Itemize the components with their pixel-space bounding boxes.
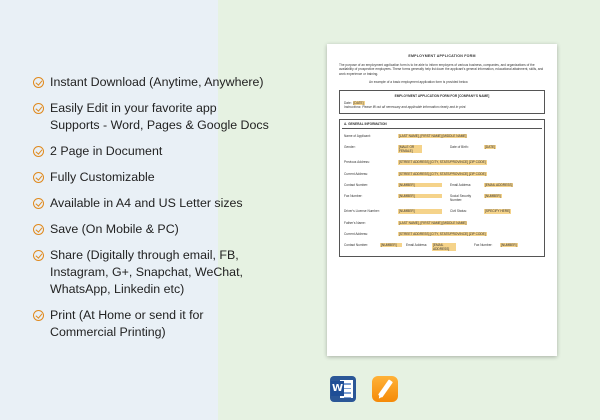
check-circle-icon bbox=[33, 77, 44, 88]
check-circle-icon bbox=[33, 146, 44, 157]
form-row bbox=[344, 172, 540, 176]
field-value: [NUMBER] bbox=[398, 194, 442, 198]
word-icon bbox=[330, 376, 356, 402]
form-row bbox=[344, 221, 540, 225]
document-title: EMPLOYMENT APPLICATION FORM bbox=[408, 54, 476, 58]
field-label: Current Address: bbox=[344, 171, 368, 176]
date-label: Date: bbox=[344, 101, 352, 106]
pen-tip bbox=[377, 394, 383, 400]
date-value: [DATE] bbox=[353, 101, 364, 106]
form-row bbox=[344, 209, 540, 213]
field-label: Gender: bbox=[344, 145, 356, 150]
field-value: [STREET ADDRESS] [CITY, STATE/PROVINCE] [ZIP CODE] bbox=[399, 231, 486, 236]
check-circle-icon bbox=[33, 172, 44, 183]
feature-item: Print (At Home or send it for Commercial Printing) bbox=[33, 307, 313, 341]
field-label: Driver's License Number: bbox=[344, 209, 380, 214]
field-value: [NUMBER] bbox=[485, 194, 501, 199]
general-info-box bbox=[339, 119, 545, 258]
field-value: [NUMBER] bbox=[380, 243, 402, 247]
feature-item: Share (Digitally through email, FB, Instagram, G+, Snapchat, WeChat, WhatsApp, Linkedin etc) bbox=[33, 247, 313, 298]
field-value: [LAST NAME], [FIRST NAME] [MIDDLE NAME] bbox=[399, 133, 467, 138]
field-value: [NUMBER] bbox=[398, 209, 442, 213]
check-circle-icon bbox=[33, 198, 44, 209]
field-label: Email Address: bbox=[406, 243, 428, 248]
section-heading: A. GENERAL INFORMATION bbox=[342, 122, 542, 129]
form-instructions: Instructions: Please fill out all necessary and applicable information clearly and in print. bbox=[344, 105, 467, 110]
field-value: [EMAIL ADDRESS] bbox=[432, 243, 456, 251]
field-label: Date of Birth: bbox=[450, 145, 469, 150]
field-label: Contact Number: bbox=[344, 243, 369, 248]
form-header-box bbox=[339, 90, 545, 114]
document-example-note: An example of a basic employment application form is provided below. bbox=[369, 79, 469, 84]
check-circle-icon bbox=[33, 310, 44, 321]
field-label: Name of Applicant: bbox=[344, 133, 371, 138]
field-label: Contact Number: bbox=[344, 182, 369, 187]
form-row bbox=[344, 160, 540, 164]
feature-item: Instant Download (Anytime, Anywhere) bbox=[33, 74, 313, 91]
check-circle-icon bbox=[33, 250, 44, 261]
field-value: [DATE] bbox=[485, 145, 496, 150]
pages-icon bbox=[372, 376, 398, 402]
field-value: [NUMBER] bbox=[398, 183, 442, 187]
check-circle-icon bbox=[33, 103, 44, 114]
document-intro: The purpose of an employment application form is to be able to inform employers of various business, companies, and organizations of the availability of prospective employees. These forms generally help list down the applicant's general information, educational attainment, skills, and work experience or training. bbox=[339, 63, 544, 76]
field-label: Fax Number: bbox=[344, 194, 363, 199]
form-row bbox=[344, 183, 540, 187]
field-value: [SPECIFY HERE] bbox=[485, 209, 511, 214]
form-row bbox=[344, 243, 540, 251]
check-circle-icon bbox=[33, 224, 44, 235]
field-value: [LAST NAME], [FIRST NAME] [MIDDLE NAME] bbox=[399, 220, 467, 225]
feature-item: 2 Page in Document bbox=[33, 143, 313, 160]
field-label: Father's Name: bbox=[344, 220, 366, 225]
form-title: EMPLOYMENT APPLICATION FORM FOR [COMPANY'S NAME] bbox=[394, 94, 490, 99]
form-row bbox=[344, 134, 540, 138]
field-label: Current Address: bbox=[344, 231, 368, 236]
form-row bbox=[344, 145, 540, 153]
field-label: Civil Status: bbox=[450, 209, 467, 214]
field-label: Social Security Number: bbox=[450, 194, 472, 203]
field-label: Fax Number: bbox=[474, 243, 493, 248]
field-value: [MALE OR FEMALE] bbox=[398, 145, 422, 153]
word-badge: W bbox=[331, 383, 344, 394]
field-value: [STREET ADDRESS] [CITY, STATE/PROVINCE] [ZIP CODE] bbox=[399, 160, 486, 165]
feature-item: Fully Customizable bbox=[33, 169, 313, 186]
field-value: [NUMBER] bbox=[501, 243, 517, 248]
document-preview bbox=[327, 44, 557, 356]
form-row bbox=[344, 194, 540, 202]
field-label: Email Address: bbox=[450, 182, 472, 187]
feature-item: Easily Edit in your favorite app Supports - Word, Pages & Google Docs bbox=[33, 100, 313, 134]
form-row bbox=[344, 232, 540, 236]
field-value: [EMAIL ADDRESS] bbox=[485, 182, 513, 187]
field-value: [STREET ADDRESS] [CITY, STATE/PROVINCE] [ZIP CODE] bbox=[399, 171, 486, 176]
feature-list bbox=[33, 74, 313, 341]
field-label: Previous Address: bbox=[344, 160, 370, 165]
feature-item: Save (On Mobile & PC) bbox=[33, 221, 313, 238]
feature-item: Available in A4 and US Letter sizes bbox=[33, 195, 313, 212]
